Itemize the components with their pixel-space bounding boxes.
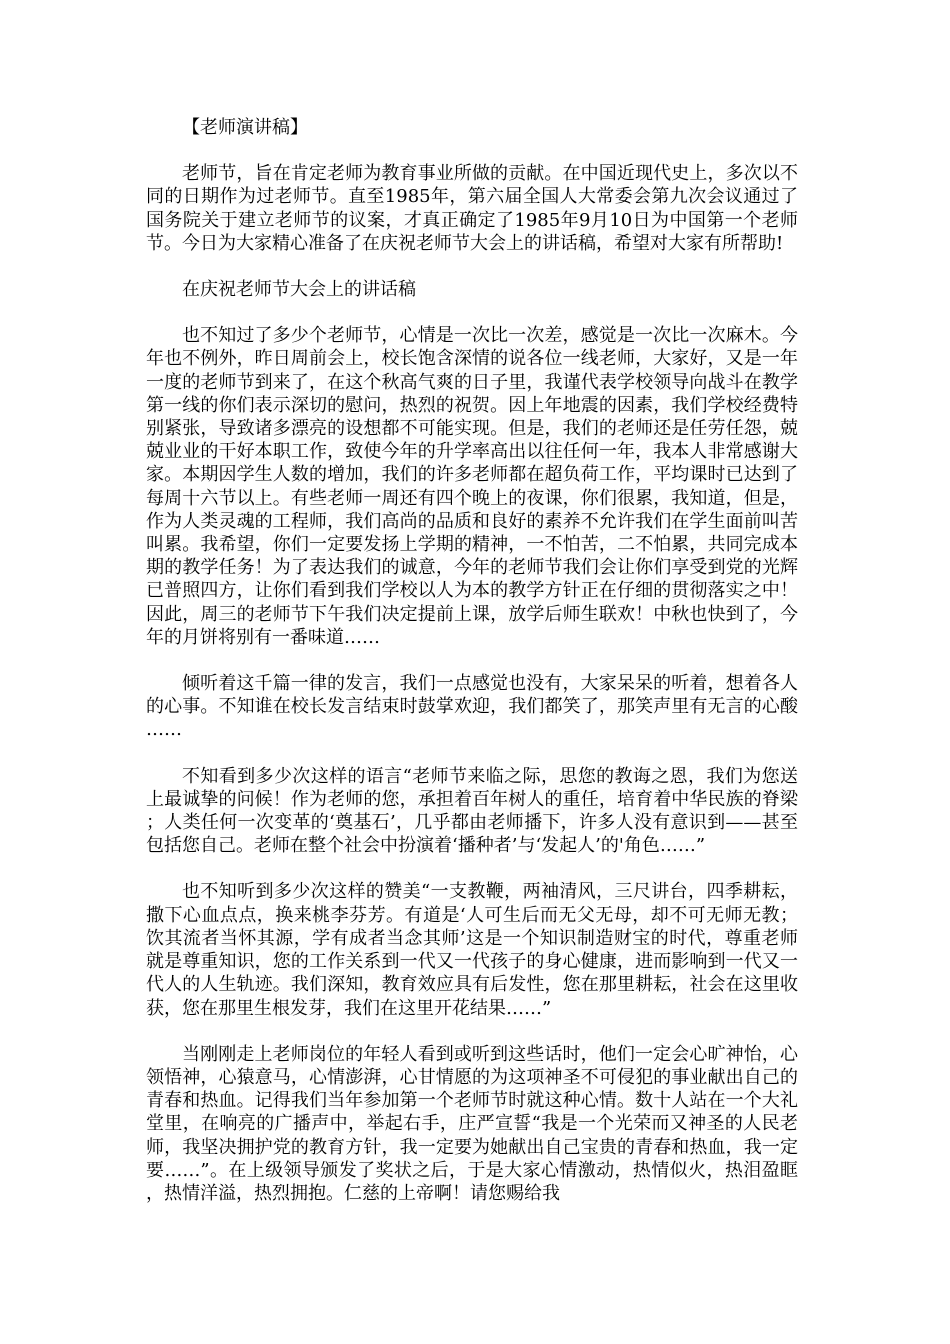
document-bracket-title: 【老师演讲稿】	[182, 117, 308, 138]
speech-title: 在庆祝老师节大会上的讲话稿	[182, 279, 416, 301]
body-paragraph-2: 倾听着这千篇一律的发言，我们一点感觉也没有，大家呆呆的听着，想着各人的心事。不知谁在校长发言结束时鼓掌欢迎，我们都笑了，那笑声里有无言的心酸……	[146, 673, 798, 741]
body-paragraph-3: 不知看到多少次这样的语言“老师节来临之际，思您的教诲之恩，我们为您送上最诚挚的问候！作为老师的您，承担着百年树人的重任，培育着中华民族的脊梁；人类任何一次变革的‘奠基石’，几乎都由老师播下，许多人没有意识到——甚至包括您自己。老师在整个社会中扮演着‘播种者’与‘发起人’的'角色……”	[146, 765, 798, 857]
body-paragraph-5: 当刚刚走上老师岗位的年轻人看到或听到这些话时，他们一定会心旷神怡，心领悟神，心猿意马，心情澎湃，心甘情愿的为这项神圣不可侵犯的事业献出自己的青春和热血。记得我们当年参加第一个老师节时就这种心情。数十人站在一个大礼堂里，在响亮的广播声中，举起右手，庄严宣誓“我是一个光荣而又神圣的人民老师，我坚决拥护党的教育方针，我一定要为她献出自己宝贵的青春和热血，我一定要……”。在上级领导颁发了奖状之后，于是大家心情激动，热情似火，热泪盈眶，热情洋溢，热烈拥抱。仁慈的上帝啊！请您赐给我	[146, 1043, 798, 1204]
document-page	[146, 116, 798, 1205]
body-paragraph-1: 也不知过了多少个老师节，心情是一次比一次差，感觉是一次比一次麻木。今年也不例外，昨日周前会上，校长饱含深情的说各位一线老师，大家好，又是一年一度的老师节到来了，在这个秋高气爽的日子里，我谨代表学校领导向战斗在教学第一线的你们表示深切的慰问，热烈的祝贺。因上年地震的因素，我们学校经费特别紧张，导致诸多漂亮的设想都不可能实现。但是，我们的老师还是任劳任怨，兢兢业业的干好本职工作，致使今年的升学率高出以往任何一年，我本人非常感谢大家。本期因学生人数的增加，我们的许多老师都在超负荷工作，平均课时已达到了每周十六节以上。有些老师一周还有四个晚上的夜课，你们很累，我知道，但是，作为人类灵魂的工程师，我们高尚的品质和良好的素养不允许我们在学生面前叫苦叫累。我希望，你们一定要发扬上学期的精神，一不怕苦，二不怕累，共同完成本期的教学任务！为了表达我们的诚意，今年的老师节我们会让你们享受到党的光辉已普照四方，让你们看到我们学校以人为本的教学方针正在仔细的贯彻落实之中！因此，周三的老师节下午我们决定提前上课，放学后师生联欢！中秋也快到了，今年的月饼将别有一番味道……	[146, 325, 798, 648]
intro-paragraph: 老师节，旨在肯定老师为教育事业所做的贡献。在中国近现代史上，多次以不同的日期作为过老师节。直至1985年，第六届全国人大常委会第九次会议通过了国务院关于建立老师节的议案，才真正确定了1985年9月10日为中国第一个老师节。今日为大家精心准备了在庆祝老师节大会上的讲话稿，希望对大家有所帮助!	[146, 163, 798, 254]
body-paragraph-4: 也不知听到多少次这样的赞美“一支教鞭，两袖清风，三尺讲台，四季耕耘，撒下心血点点，换来桃李芬芳。有道是‘人可生后而无父无母，却不可无师无教；饮其流者当怀其源，学有成者当念其师’这是一个知识制造财宝的时代，尊重老师就是尊重知识，您的工作关系到一代又一代孩子的身心健康，进而影响到一代又一代人的人生轨迹。我们深知，教育效应具有后发性，您在那里耕耘，社会在这里收获，您在那里生根发芽，我们在这里开花结果……”	[146, 881, 798, 1019]
